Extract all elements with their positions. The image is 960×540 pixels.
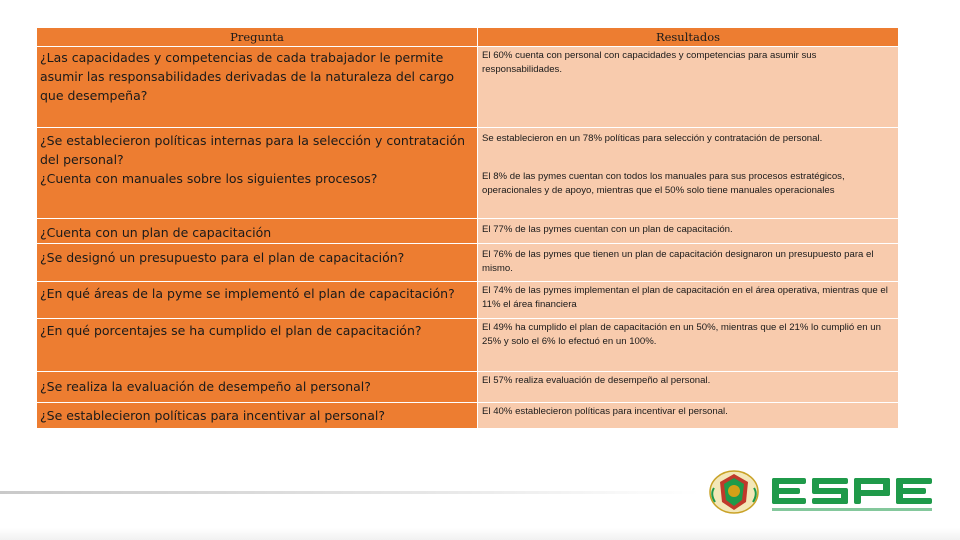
- result-text: El 77% de las pymes cuentan con un plan de capacitación.: [482, 224, 733, 235]
- header-question: Pregunta: [37, 28, 477, 46]
- question-text: ¿En qué porcentajes se ha cumplido el plan de capacitación?: [40, 323, 422, 338]
- footer-divider: [0, 491, 700, 494]
- result-text: El 57% realiza evaluación de desempeño al personal.: [482, 375, 711, 386]
- question-text: ¿En qué áreas de la pyme se implementó el plan de capacitación?: [40, 286, 455, 301]
- result-cell-2: [478, 128, 898, 218]
- result-text: El 40% establecieron políticas para incentivar el personal.: [482, 406, 728, 417]
- result-text: Se establecieron en un 78% políticas para selección y contratación de personal.: [482, 133, 823, 144]
- question-cell-4: [37, 244, 477, 281]
- question-cell-2: [37, 128, 477, 218]
- result-text: El 60% cuenta con personal con capacidades y competencias para asumir sus responsabilidades.: [482, 50, 817, 75]
- result-text: El 74% de las pymes implementan el plan de capacitación en el área operativa, mientras que el 11% el área financiera: [482, 285, 888, 310]
- question-text: ¿Las capacidades y competencias de cada trabajador le permite asumir las responsabilidades derivadas de la naturaleza del cargo que desempeña?: [40, 50, 455, 103]
- result-cell-4: [478, 244, 898, 281]
- bottom-band: [0, 528, 960, 540]
- espe-wordmark: [772, 478, 932, 504]
- question-cell-8: [37, 403, 477, 428]
- result-cell-8: [478, 403, 898, 428]
- question-cell-5: [37, 282, 477, 318]
- question-cell-1: [37, 47, 477, 127]
- logo-tagline: [772, 508, 932, 511]
- result-text: El 8% de las pymes cuentan con todos los manuales para sus procesos estratégicos, operacionales y de apoyo, mientras que el 50% solo tiene manuales operacionales: [482, 171, 845, 196]
- question-text: ¿Cuenta con manuales sobre los siguientes procesos?: [40, 171, 378, 186]
- question-cell-6: [37, 319, 477, 371]
- question-cell-3: [37, 219, 477, 243]
- header-results: Resultados: [478, 28, 898, 46]
- result-text: El 76% de las pymes que tienen un plan de capacitación designaron un presupuesto para el mismo.: [482, 249, 874, 274]
- question-text: ¿Se establecieron políticas internas para la selección y contratación del personal?: [40, 133, 466, 167]
- result-cell-3: [478, 219, 898, 243]
- espe-logo: [706, 468, 952, 520]
- result-cell-6: [478, 319, 898, 371]
- result-cell-5: [478, 282, 898, 318]
- question-text: ¿Se designó un presupuesto para el plan de capacitación?: [40, 250, 405, 265]
- results-table: [37, 28, 898, 428]
- question-text: ¿Se realiza la evaluación de desempeño al personal?: [40, 379, 371, 394]
- result-cell-1: [478, 47, 898, 127]
- result-cell-7: [478, 372, 898, 402]
- university-shield-icon: [710, 471, 758, 513]
- question-text: ¿Cuenta con un plan de capacitación: [40, 225, 272, 240]
- result-text: El 49% ha cumplido el plan de capacitación en un 50%, mientras que el 21% lo cumplió en un 25% y solo el 6% lo efectuó en un 100%.: [482, 322, 881, 347]
- question-text: ¿Se establecieron políticas para incentivar al personal?: [40, 408, 385, 423]
- question-cell-7: [37, 372, 477, 402]
